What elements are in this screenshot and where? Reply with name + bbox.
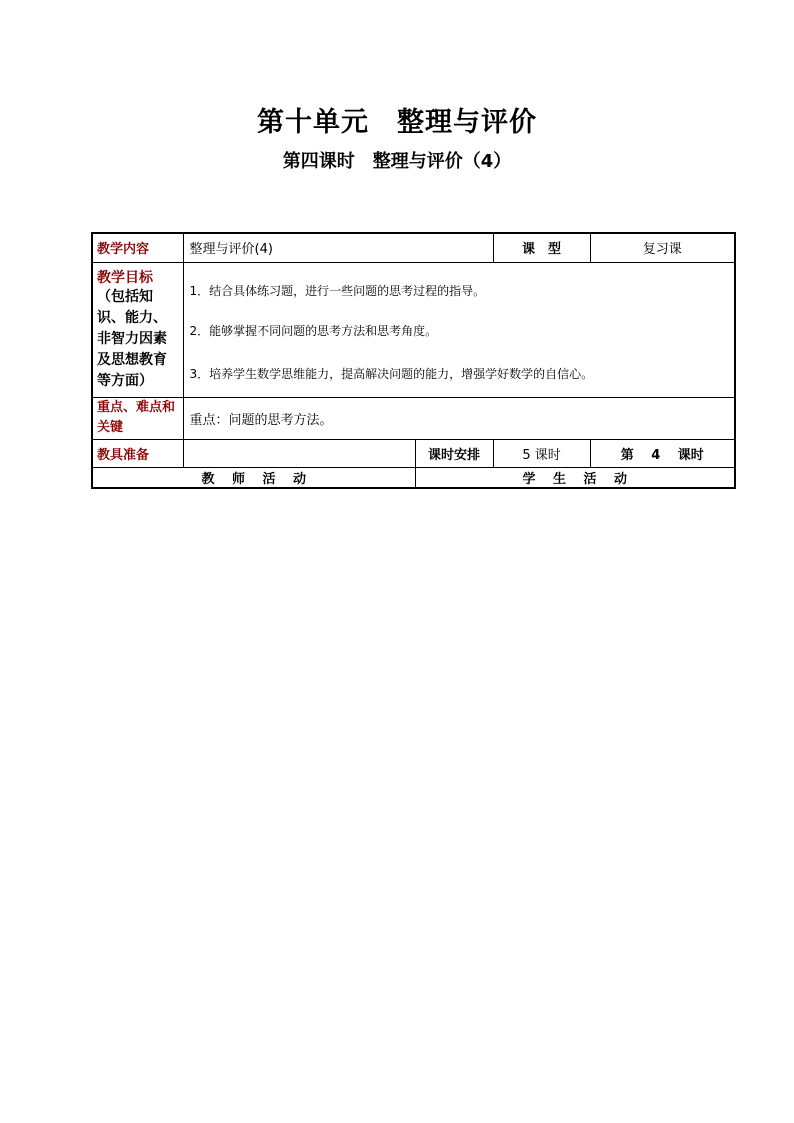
student-activity-header: 学 生 活 动 bbox=[415, 467, 735, 488]
page-subtitle: 第四课时 整理与评价（4） bbox=[282, 151, 512, 172]
schedule-total: 5 课时 bbox=[493, 439, 590, 467]
goal-sublabel: （包括知识、能力、非智力因素及思想教育等方面） bbox=[97, 289, 167, 389]
goal-list bbox=[183, 262, 735, 397]
lesson-plan-table bbox=[91, 232, 736, 489]
content-label: 教学内容 bbox=[92, 233, 183, 262]
table-row bbox=[92, 439, 735, 467]
goal-label: 教学目标 bbox=[97, 270, 153, 286]
key-points-value: 重点：问题的思考方法。 bbox=[183, 397, 735, 439]
content-value: 整理与评价(4) bbox=[183, 233, 493, 262]
lesson-type-value: 复习课 bbox=[590, 233, 735, 262]
tools-value bbox=[183, 439, 415, 467]
schedule-current: 第 4 课时 bbox=[590, 439, 735, 467]
schedule-label: 课时安排 bbox=[415, 439, 493, 467]
table-row bbox=[92, 467, 735, 488]
tools-label: 教具准备 bbox=[92, 439, 183, 467]
teacher-activity-header: 教 师 活 动 bbox=[92, 467, 415, 488]
table-row bbox=[92, 262, 735, 397]
lesson-type-label: 课 型 bbox=[493, 233, 590, 262]
goal-item: 3．培养学生数学思维能力，提高解决问题的能力，增强学好数学的自信心。 bbox=[189, 367, 594, 381]
key-points-label: 重点、难点和关键 bbox=[92, 397, 183, 439]
goal-label-cell bbox=[92, 262, 183, 397]
goal-item: 1．结合具体练习题，进行一些问题的思考过程的指导。 bbox=[189, 284, 486, 298]
goal-item: 2．能够掌握不同问题的思考方法和思考角度。 bbox=[189, 324, 438, 338]
table-row bbox=[92, 233, 735, 262]
page-title: 第十单元 整理与评价 bbox=[257, 107, 537, 138]
table-row bbox=[92, 397, 735, 439]
